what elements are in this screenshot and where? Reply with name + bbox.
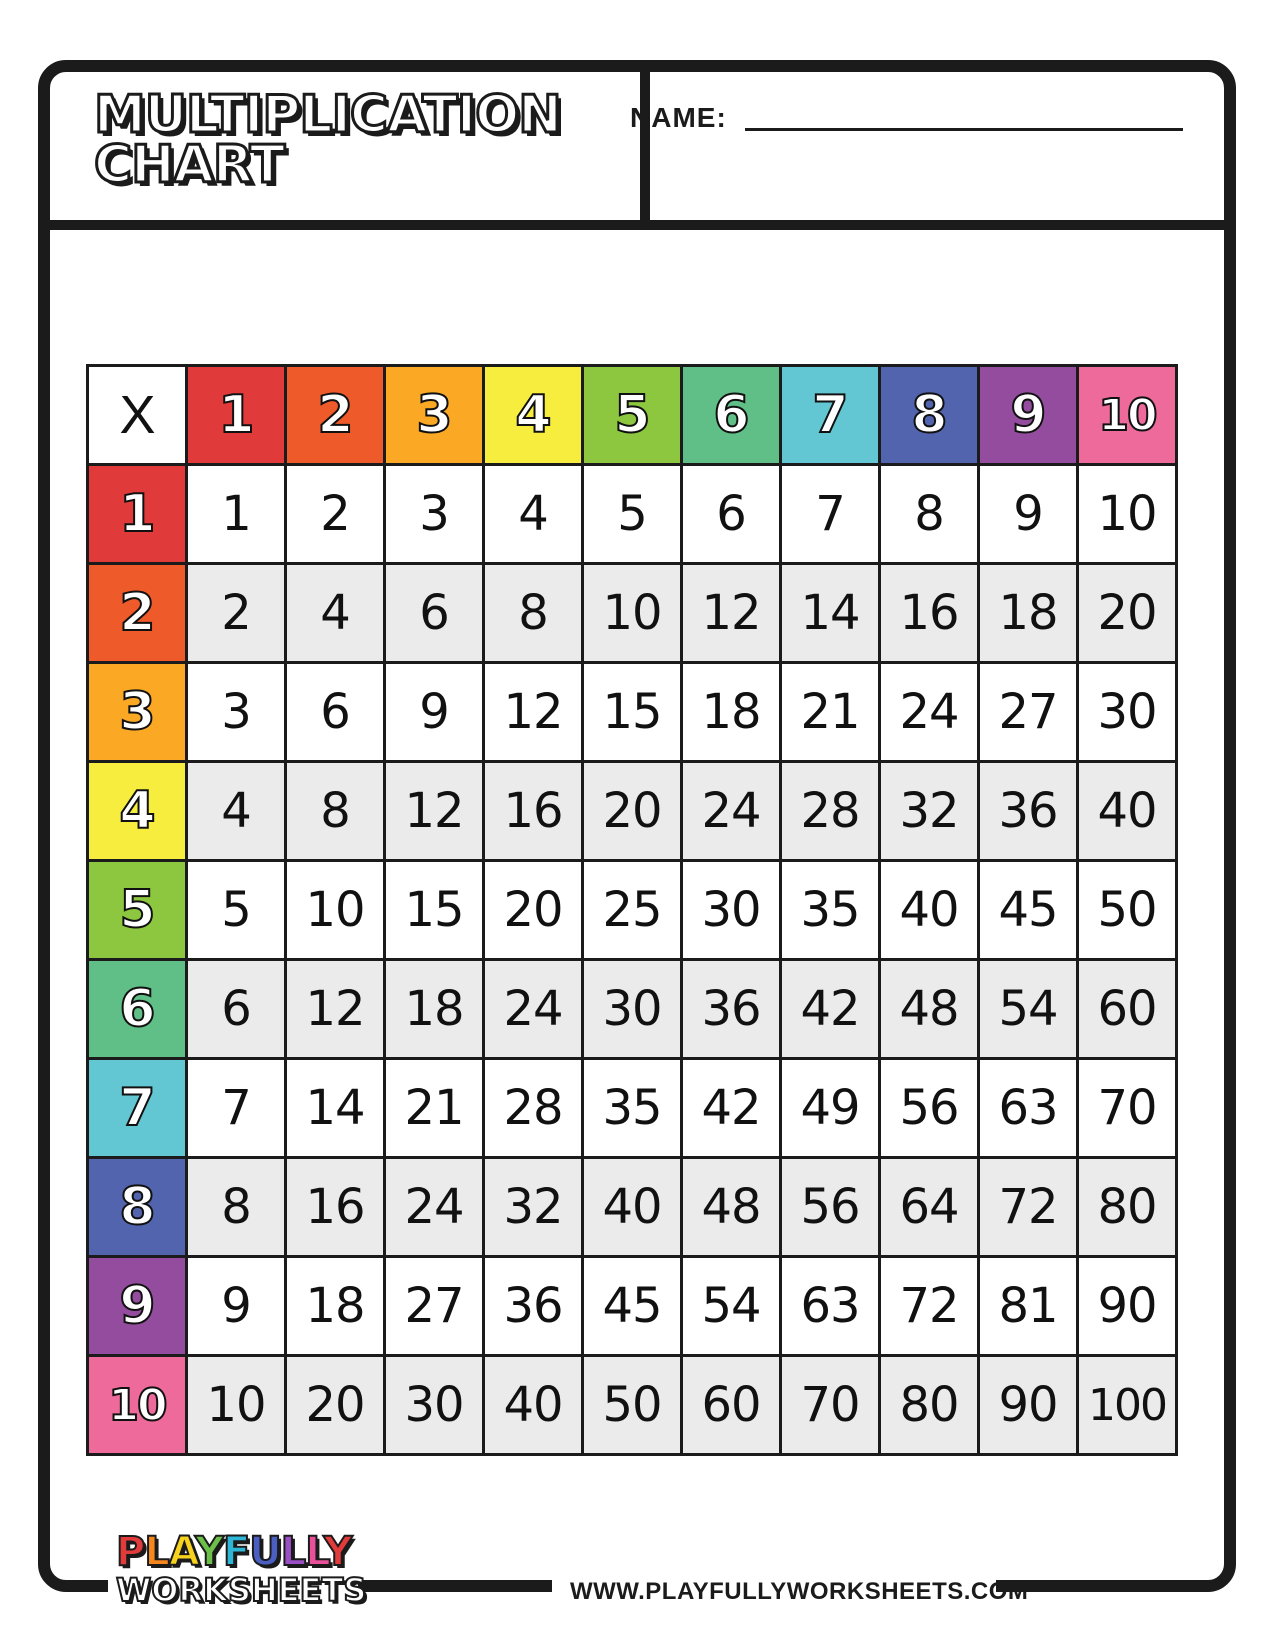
product-cell: 4 — [188, 763, 287, 862]
product-cell: 21 — [782, 664, 881, 763]
row-header: 6 — [89, 961, 188, 1060]
product-cell: 72 — [881, 1258, 980, 1357]
website-url: WWW.PLAYFULLYWORKSHEETS.COM — [570, 1578, 1029, 1605]
product-cell: 32 — [881, 763, 980, 862]
header-divider — [640, 72, 650, 222]
product-cell: 24 — [683, 763, 782, 862]
product-cell: 70 — [782, 1357, 881, 1456]
logo-letter: L — [280, 1529, 306, 1575]
product-cell: 35 — [782, 862, 881, 961]
product-cell: 12 — [386, 763, 485, 862]
product-cell: 35 — [584, 1060, 683, 1159]
product-cell: 10 — [287, 862, 386, 961]
column-header: 3 — [386, 367, 485, 466]
product-cell: 10 — [584, 565, 683, 664]
logo-letter: U — [249, 1529, 281, 1575]
product-cell: 40 — [1079, 763, 1178, 862]
brand-logo — [116, 1529, 367, 1610]
product-cell: 12 — [485, 664, 584, 763]
product-cell: 56 — [881, 1060, 980, 1159]
column-header: 10 — [1079, 367, 1178, 466]
product-cell: 15 — [584, 664, 683, 763]
table-corner-x: X — [89, 367, 188, 466]
product-cell: 80 — [881, 1357, 980, 1456]
row-header: 7 — [89, 1060, 188, 1159]
product-cell: 90 — [1079, 1258, 1178, 1357]
product-cell: 45 — [584, 1258, 683, 1357]
product-cell: 6 — [386, 565, 485, 664]
product-cell: 21 — [386, 1060, 485, 1159]
product-cell: 20 — [1079, 565, 1178, 664]
product-cell: 3 — [188, 664, 287, 763]
row-header: 10 — [89, 1357, 188, 1456]
product-cell: 1 — [188, 466, 287, 565]
row-header: 8 — [89, 1159, 188, 1258]
product-cell: 50 — [1079, 862, 1178, 961]
logo-letter: A — [168, 1529, 195, 1575]
product-cell: 30 — [386, 1357, 485, 1456]
product-cell: 42 — [782, 961, 881, 1060]
product-cell: 24 — [881, 664, 980, 763]
product-cell: 18 — [386, 961, 485, 1060]
product-cell: 16 — [881, 565, 980, 664]
product-cell: 18 — [980, 565, 1079, 664]
column-header: 9 — [980, 367, 1079, 466]
product-cell: 4 — [287, 565, 386, 664]
column-header: 2 — [287, 367, 386, 466]
product-cell: 56 — [782, 1159, 881, 1258]
product-cell: 8 — [485, 565, 584, 664]
product-cell: 25 — [584, 862, 683, 961]
product-cell: 2 — [287, 466, 386, 565]
worksheet-title — [94, 85, 561, 195]
logo-letter: L — [305, 1529, 324, 1575]
product-cell: 20 — [485, 862, 584, 961]
logo-line-2: WORKSHEETS — [116, 1571, 367, 1609]
product-cell: 40 — [584, 1159, 683, 1258]
product-cell: 48 — [881, 961, 980, 1060]
product-cell: 54 — [683, 1258, 782, 1357]
product-cell: 18 — [683, 664, 782, 763]
product-cell: 15 — [386, 862, 485, 961]
product-cell: 49 — [782, 1060, 881, 1159]
product-cell: 54 — [980, 961, 1079, 1060]
product-cell: 90 — [980, 1357, 1079, 1456]
product-cell: 36 — [980, 763, 1079, 862]
product-cell: 27 — [980, 664, 1079, 763]
product-cell: 9 — [386, 664, 485, 763]
product-cell: 16 — [287, 1159, 386, 1258]
product-cell: 81 — [980, 1258, 1079, 1357]
product-cell: 6 — [287, 664, 386, 763]
logo-letter: Y — [323, 1529, 352, 1575]
logo-line-1 — [116, 1529, 366, 1575]
row-header: 4 — [89, 763, 188, 862]
row-header: 9 — [89, 1258, 188, 1357]
product-cell: 100 — [1079, 1357, 1178, 1456]
product-cell: 10 — [188, 1357, 287, 1456]
product-cell: 50 — [584, 1357, 683, 1456]
product-cell: 10 — [1079, 466, 1178, 565]
product-cell: 27 — [386, 1258, 485, 1357]
product-cell: 42 — [683, 1060, 782, 1159]
column-header: 8 — [881, 367, 980, 466]
product-cell: 80 — [1079, 1159, 1178, 1258]
product-cell: 72 — [980, 1159, 1079, 1258]
logo-letter: P — [116, 1529, 145, 1575]
product-cell: 28 — [782, 763, 881, 862]
column-header: 6 — [683, 367, 782, 466]
product-cell: 30 — [584, 961, 683, 1060]
product-cell: 24 — [386, 1159, 485, 1258]
product-cell: 36 — [485, 1258, 584, 1357]
row-header: 2 — [89, 565, 188, 664]
row-header: 5 — [89, 862, 188, 961]
row-header: 1 — [89, 466, 188, 565]
product-cell: 16 — [485, 763, 584, 862]
logo-letter: L — [144, 1529, 169, 1575]
product-cell: 3 — [386, 466, 485, 565]
product-cell: 8 — [881, 466, 980, 565]
product-cell: 5 — [584, 466, 683, 565]
product-cell: 20 — [584, 763, 683, 862]
logo-letter: Y — [194, 1529, 223, 1575]
product-cell: 30 — [683, 862, 782, 961]
product-cell: 7 — [188, 1060, 287, 1159]
product-cell: 7 — [782, 466, 881, 565]
product-cell: 8 — [188, 1159, 287, 1258]
product-cell: 2 — [188, 565, 287, 664]
product-cell: 24 — [485, 961, 584, 1060]
header-rule — [50, 220, 1224, 230]
product-cell: 70 — [1079, 1060, 1178, 1159]
product-cell: 45 — [980, 862, 1079, 961]
product-cell: 64 — [881, 1159, 980, 1258]
product-cell: 12 — [683, 565, 782, 664]
title-line-2: CHART — [94, 135, 285, 195]
title-line-1: MULTIPLICATION — [94, 85, 561, 145]
product-cell: 5 — [188, 862, 287, 961]
product-cell: 60 — [1079, 961, 1178, 1060]
product-cell: 9 — [188, 1258, 287, 1357]
name-write-line — [745, 128, 1183, 131]
product-cell: 14 — [287, 1060, 386, 1159]
product-cell: 32 — [485, 1159, 584, 1258]
column-header: 5 — [584, 367, 683, 466]
product-cell: 18 — [287, 1258, 386, 1357]
product-cell: 14 — [782, 565, 881, 664]
product-cell: 63 — [782, 1258, 881, 1357]
product-cell: 6 — [683, 466, 782, 565]
multiplication-table — [86, 364, 1178, 1456]
product-cell: 6 — [188, 961, 287, 1060]
product-cell: 12 — [287, 961, 386, 1060]
product-cell: 28 — [485, 1060, 584, 1159]
column-header: 4 — [485, 367, 584, 466]
product-cell: 60 — [683, 1357, 782, 1456]
product-cell: 48 — [683, 1159, 782, 1258]
product-cell: 40 — [881, 862, 980, 961]
product-cell: 9 — [980, 466, 1079, 565]
product-cell: 4 — [485, 466, 584, 565]
product-cell: 20 — [287, 1357, 386, 1456]
column-header: 1 — [188, 367, 287, 466]
product-cell: 40 — [485, 1357, 584, 1456]
name-label: NAME: — [630, 102, 727, 133]
column-header: 7 — [782, 367, 881, 466]
row-header: 3 — [89, 664, 188, 763]
product-cell: 30 — [1079, 664, 1178, 763]
product-cell: 63 — [980, 1060, 1079, 1159]
logo-letter: F — [222, 1529, 250, 1575]
product-cell: 8 — [287, 763, 386, 862]
product-cell: 36 — [683, 961, 782, 1060]
